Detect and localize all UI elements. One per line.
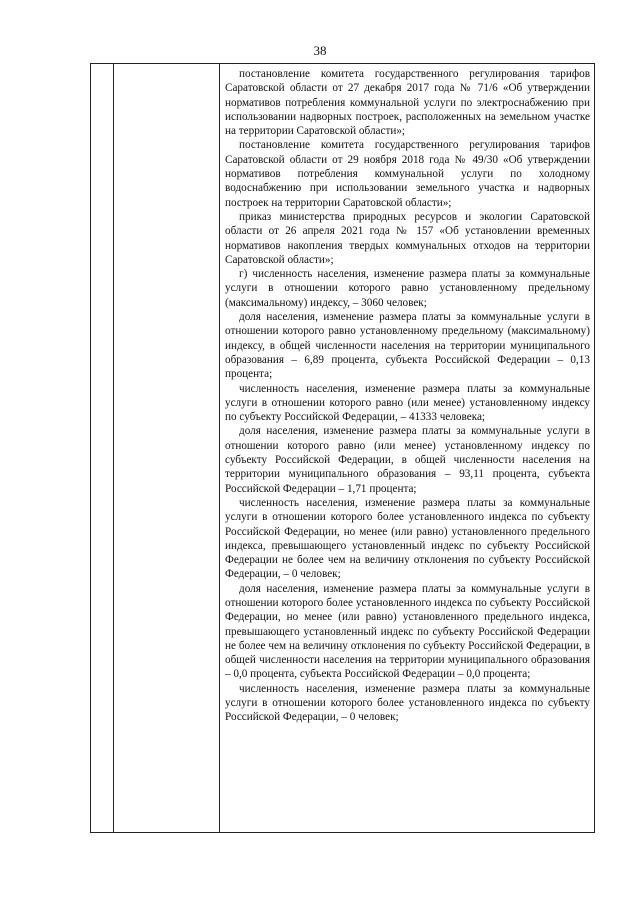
page-number: 38 (313, 43, 327, 58)
paragraph: г) численность населения, изменение размера платы за коммунальные услуги в отношении которого равно установленному предельному (максимальному) индексу, – 3060 человек; (225, 268, 590, 309)
paragraph: доля населения, изменение размера платы за коммунальные услуги в отношении которого равно (или менее) установленному индексу по субъекту Российской Федерации, в общей численности населения на территории муниципального образования – 93,11 процента, субъекта Российской Федерации – 1,71 процента; (225, 425, 590, 495)
paragraph: доля населения, изменение размера платы за коммунальные услуги в отношении которого равно установленному предельному (максимальному) индексу, в общей численности населения на территории муниципального образования – 6,89 процента, субъекта Российской Федерации – 0,13 процента; (225, 311, 590, 381)
number-cell (91, 64, 114, 833)
paragraph: доля населения, изменение размера платы за коммунальные услуги в отношении которого более установленного индекса по субъекту Российской Федерации, но менее (или равно) установленного предельного индекса, превышающего установленный индекс по субъекту Российской Федерации не более чем на величину отклонения по субъекту Российской Федерации, в общей численности населения на территории муниципального образования – 0,0 процента, субъекта Российской Федерации – 0,0 процента; (225, 582, 590, 681)
document-table (90, 63, 595, 833)
content-cell (220, 64, 595, 833)
paragraph: численность населения, изменение размера платы за коммунальные услуги в отношении которого равно (или менее) установленному индексу по субъекту Российской Федерации, – 41333 человека; (225, 382, 590, 424)
paragraph: постановление комитета государственного регулирования тарифов Саратовской области от 29 ноября 2018 года № 49/30 «Об утверждении нормативов потребления коммунальной услуги по холодному водоснабжению при использовании земельного участка и надворных построек на территории Саратовской области»; (225, 139, 590, 209)
paragraph: численность населения, изменение размера платы за коммунальные услуги в отношении которого более установленного индекса по субъекту Российской Федерации, – 0 человек; (225, 682, 590, 724)
table-row (91, 64, 595, 833)
paragraph: постановление комитета государственного регулирования тарифов Саратовской области от 27 декабря 2017 года № 71/6 «Об утверждении нормативов потребления коммунальной услуги по электроснабжению при использовании надворных построек, расположенных на земельном участке на территории Саратовской области»; (225, 68, 590, 138)
paragraph: численность населения, изменение размера платы за коммунальные услуги в отношении которого более установленного индекса по субъекту Российской Федерации, но менее (или равно) установленного предельного индекса, превышающего установленный индекс по субъекту Российской Федерации не более чем на величину отклонения по субъекту Российской Федерации, – 0 человек; (225, 496, 590, 581)
indicator-cell (114, 64, 220, 833)
paragraph: приказ министерства природных ресурсов и экологии Саратовской области от 26 апреля 2021 года № 157 «Об установлении временных нормативов накопления твердых коммунальных отходов на территории Саратовской области»; (225, 210, 590, 266)
